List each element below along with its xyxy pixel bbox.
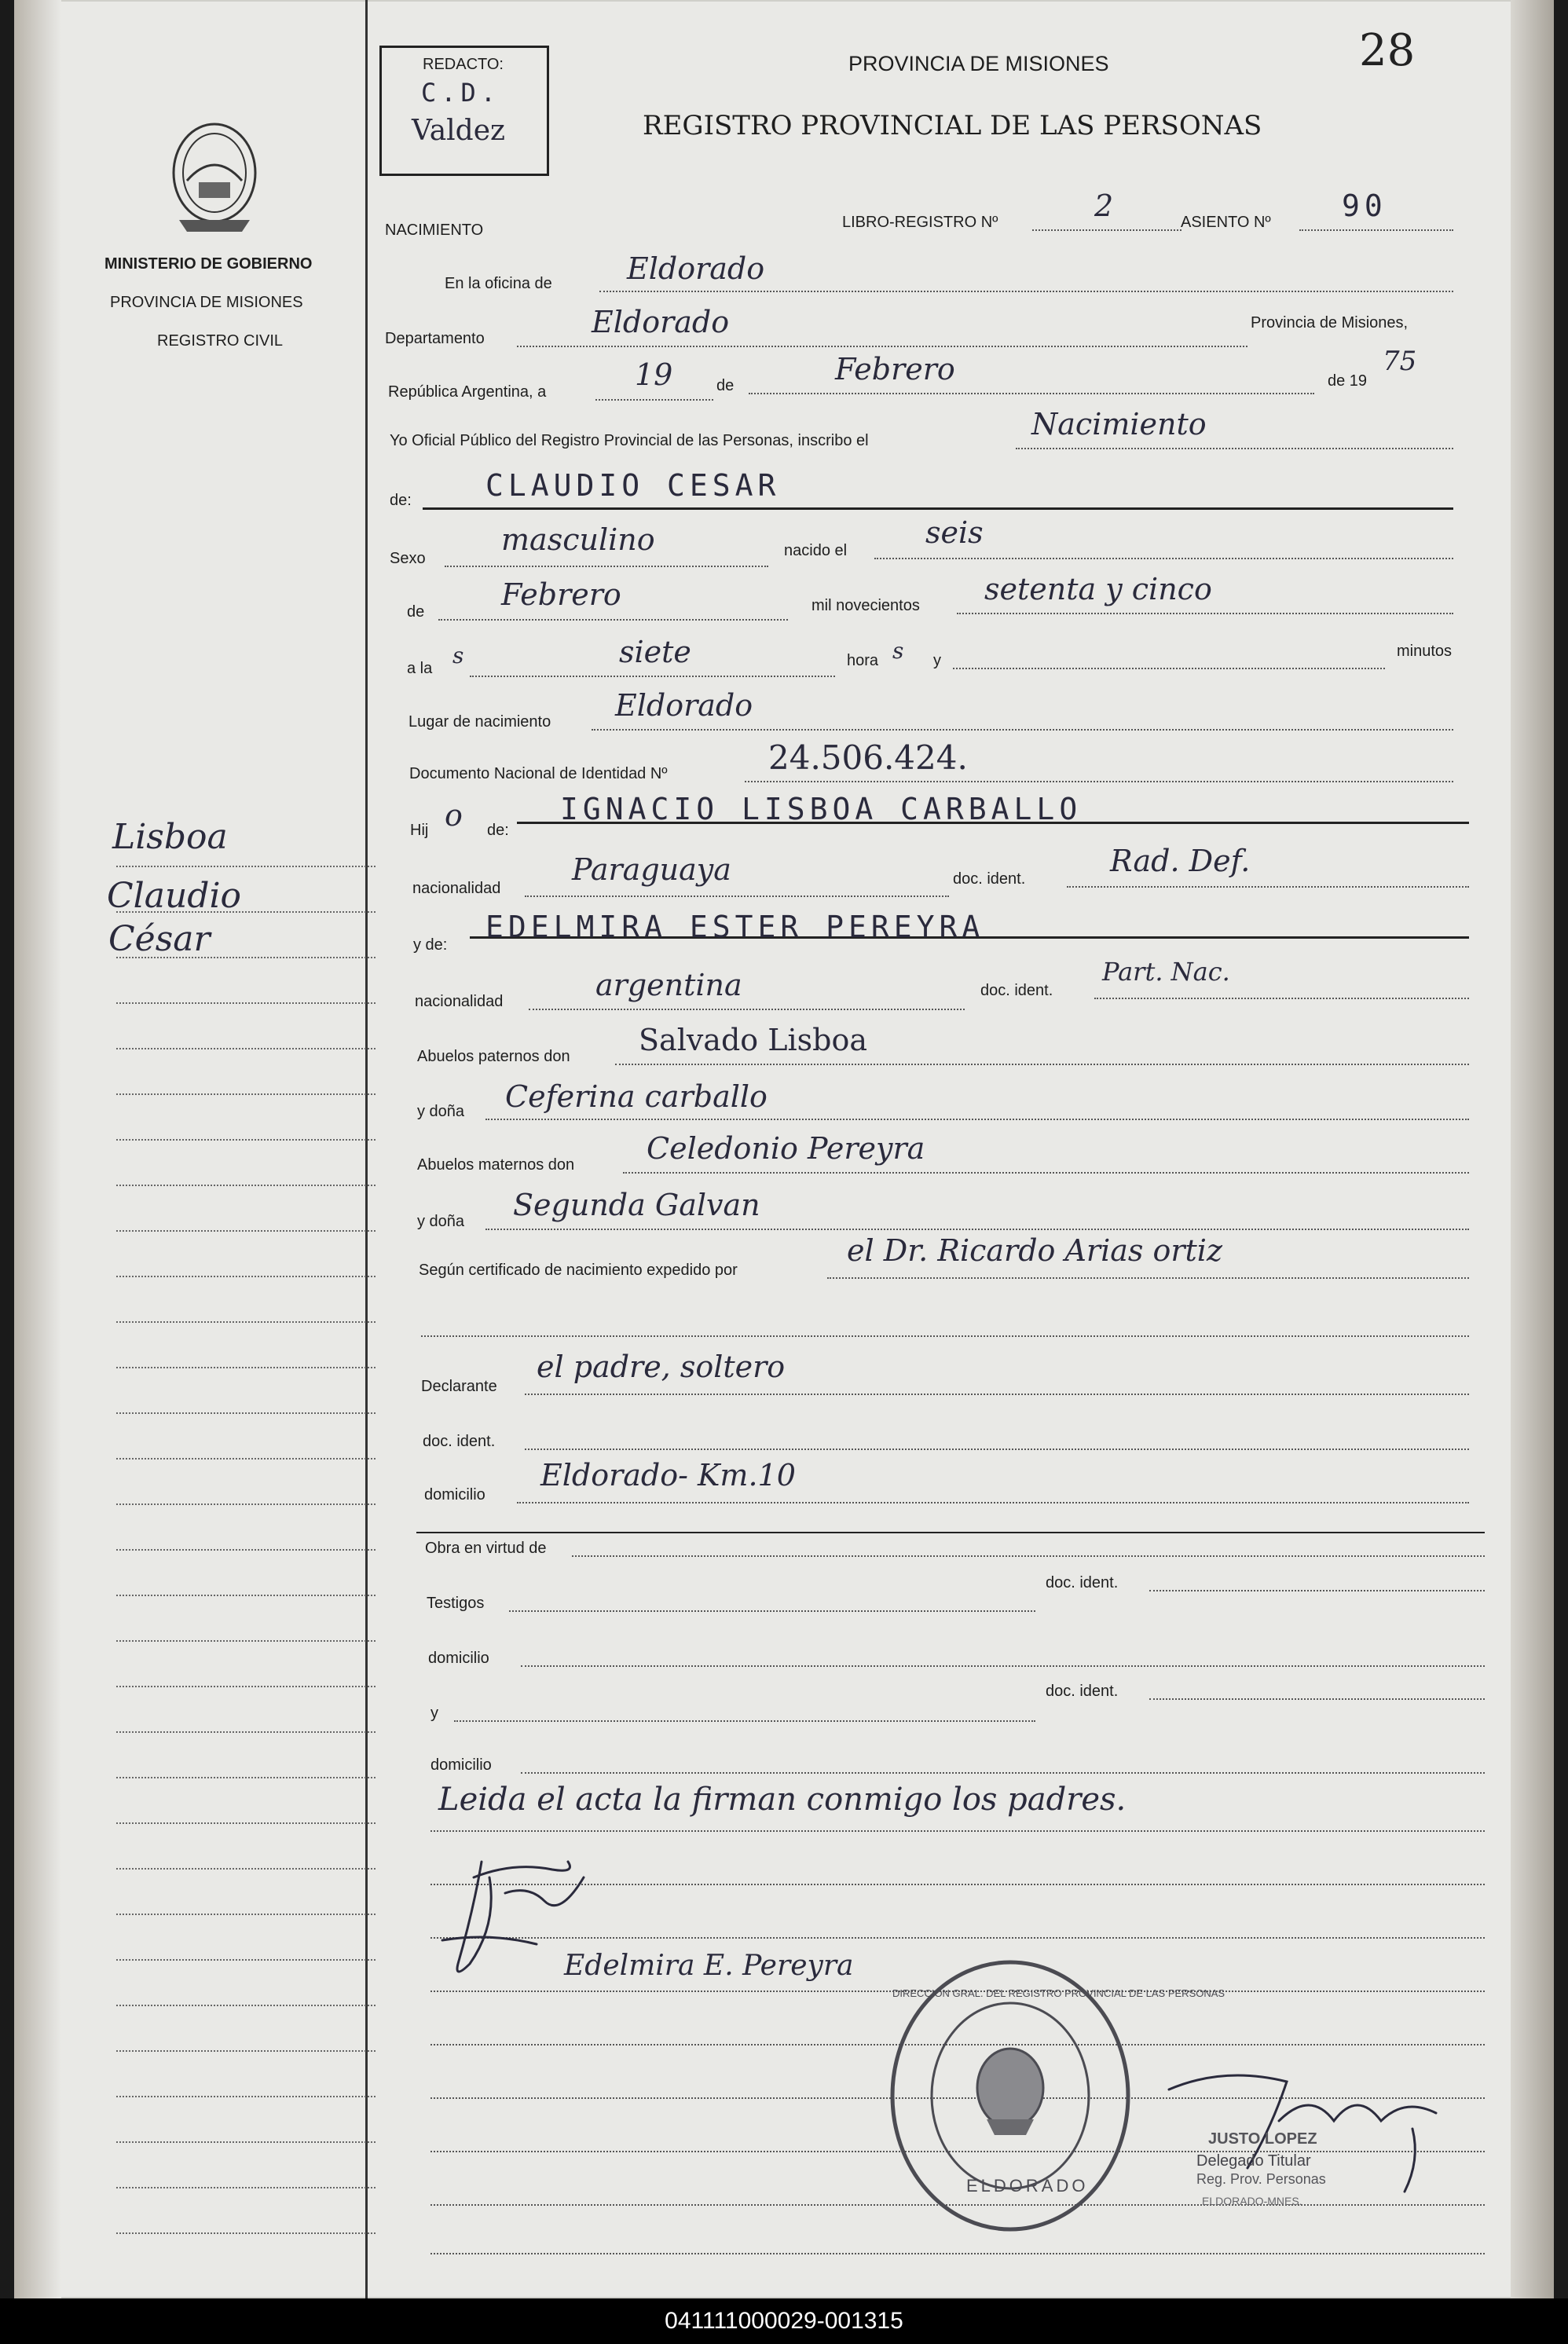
minutos-line [953,668,1385,669]
padre-nac-label: nacionalidad [412,880,501,897]
officer-title: Delegado Titular [1196,2152,1311,2170]
left-provincia-label: PROVINCIA DE MISIONES [110,294,303,311]
departamento-label: Departamento [385,330,485,347]
redacto-label: REDACTO: [423,56,504,73]
madre-doc-line [1094,998,1469,999]
de-label: de [716,377,735,394]
padre-doc-line [1067,886,1469,888]
hora-line [470,676,835,677]
footer-id: 041111000029-001315 [0,2298,1568,2344]
segun-label: Según certificado de nacimiento expedido por [419,1262,738,1279]
anio-label: de 19 [1328,372,1368,390]
lugar-label: Lugar de nacimiento [408,713,551,731]
body-line [430,2253,1485,2254]
redacto-initials: C.D. [421,78,501,108]
madre-doc-value: Part. Nac. [1102,957,1230,987]
closing-text: Leida el acta la firman conmigo los padres. [438,1782,1127,1818]
margin-line [116,1002,376,1004]
ab-pat-label: Abuelos paternos don [417,1048,570,1065]
oficial-line [1016,448,1453,449]
ab-mat-dona-line [485,1229,1469,1230]
oficial-value: Nacimiento [1031,407,1207,441]
margin-line [116,2096,376,2097]
padre-value: IGNACIO LISBOA CARBALLO [560,792,1083,826]
ab-mat-label: Abuelos maternos don [417,1156,575,1174]
mes-line [749,393,1314,394]
dia-line [595,399,713,401]
margin-line [116,1048,376,1049]
page-number: 28 [1359,25,1416,76]
asiento-value: 90 [1342,189,1387,223]
declarante-line [525,1394,1469,1395]
testigos-doc-line [1149,1590,1485,1591]
margin-line [116,1731,376,1733]
y2-doc-label: doc. ident. [1046,1683,1119,1700]
oficina-label: En la oficina de [445,275,552,292]
margin-line [116,1367,376,1368]
margin-line [116,957,376,958]
margin-line [116,1595,376,1596]
madre-nac-line [529,1009,965,1010]
domicilio-line [517,1502,1469,1503]
madre-nac-label: nacionalidad [415,993,504,1010]
seal-outer-text: DIRECCION GRAL. DEL REGISTRO PROVINCIAL DE LAS PERSONAS [892,1987,1225,1999]
header-provincia: PROVINCIA DE MISIONES [848,52,1109,75]
margin-line [116,1549,376,1551]
departamento-line [517,346,1247,347]
libro-value: 2 [1094,189,1114,223]
header-title: REGISTRO PROVINCIAL DE LAS PERSONAS [643,110,1262,141]
officer-org: Reg. Prov. Personas [1196,2171,1326,2187]
domicilio-value: Eldorado- Km.10 [540,1458,796,1492]
mes2-value: Febrero [501,577,621,612]
obra-label: Obra en virtud de [425,1540,547,1557]
ala-suffix: s [452,643,464,668]
margin-divider-line [365,0,368,2298]
de3-label: de [407,603,425,621]
anio-value: 75 [1383,346,1417,377]
ab-pat-dona-line [485,1119,1469,1120]
margin-line [116,1321,376,1323]
lugar-line [592,729,1453,731]
document-page [14,0,1554,2298]
de2-label: de: [390,492,412,509]
ab-mat-don: Celedonio Pereyra [647,1131,925,1166]
ab-pat-dona: Ceferina carballo [505,1079,768,1114]
nacido-value: seis [925,515,984,550]
province-emblem-icon [163,118,266,236]
y2-line [454,1720,1035,1722]
declarante-doc-label: doc. ident. [423,1433,496,1450]
margin-note-surname: Lisboa [112,817,228,857]
nacido-line [874,558,1453,559]
horas-suffix: s [892,638,904,664]
minutos-label: minutos [1397,643,1453,660]
oficial-label: Yo Oficial Público del Registro Provincial de las Personas, inscribo el [390,432,869,449]
testigos-line [509,1610,1035,1612]
ab-mat-ydona-label: y doña [417,1213,465,1230]
segun-value: el Dr. Ricardo Arias ortiz [847,1233,1222,1268]
margin-line [116,2232,376,2234]
right-page-edge [1511,0,1554,2298]
ab-mat-line [623,1172,1469,1174]
dni-line [745,781,1453,782]
officer-place: ELDORADO-MNES. [1202,2195,1302,2207]
mes2-line [438,619,788,621]
nacido-label: nacido el [784,542,848,559]
margin-line [116,1412,376,1414]
provincia-misiones-label: Provincia de Misiones, [1251,314,1409,331]
y-label: y [933,652,941,669]
margin-line [116,1230,376,1232]
ab-mat-dona: Segunda Galvan [513,1188,760,1222]
sexo-value: masculino [501,522,655,557]
margin-line [116,866,376,867]
padre-doc-label: doc. ident. [953,870,1026,888]
testigos-label: Testigos [427,1595,485,1612]
lugar-value: Eldorado [615,688,753,723]
mil-label: mil novecientos [811,597,920,614]
section-divider [416,1532,1485,1533]
padre-nac-line [525,895,949,897]
ab-pat-line [615,1064,1469,1065]
libro-label: LIBRO-REGISTRO Nº [842,214,998,231]
mes-value: Febrero [835,352,955,386]
closing-line [430,1830,1485,1832]
y2-domicilio-label: domicilio [430,1756,492,1774]
margin-line [116,1276,376,1277]
margin-line [116,2050,376,2052]
dni-label: Documento Nacional de Identidad Nº [409,765,668,782]
mil-value: setenta y cinco [984,572,1212,606]
hijo-de-label: de: [487,822,509,839]
margin-line [116,1185,376,1186]
ala-label: a la [407,660,433,677]
declarante-label: Declarante [421,1378,497,1395]
mother-signature: Edelmira E. Pereyra [564,1950,854,1982]
officer-name: JUSTO LOPEZ [1208,2130,1317,2148]
testigos-domicilio-label: domicilio [428,1650,489,1667]
margin-note-firstname: Claudio [107,876,242,916]
testigos-domicilio-line [521,1665,1485,1667]
sexo-line [445,566,768,567]
nombre-value: CLAUDIO CESAR [485,468,781,503]
ab-pat-don: Salvado Lisboa [639,1023,867,1057]
obra-line [572,1555,1485,1557]
padre-doc-value: Rad. Def. [1110,844,1251,878]
y2-domicilio-line [521,1772,1485,1774]
madre-nac-value: argentina [595,968,742,1002]
sexo-label: Sexo [390,550,426,567]
dia-value: 19 [635,357,673,392]
hora-value: siete [619,635,691,669]
redacto-name: Valdez [412,115,505,147]
nacimiento-label: NACIMIENTO [385,222,484,239]
declarante-doc-line [525,1449,1469,1450]
margin-line [116,1777,376,1778]
redacto-box [379,46,549,176]
margin-line [116,1640,376,1642]
ab-pat-ydona-label: y doña [417,1103,465,1120]
y2-label: y [430,1705,438,1722]
segun-line [827,1277,1469,1279]
registro-civil-label: REGISTRO CIVIL [157,332,284,350]
hijo-label: Hij [410,822,429,839]
mil-line [957,613,1453,614]
margin-line [116,1686,376,1687]
domicilio-label: domicilio [424,1486,485,1503]
margin-line [116,2005,376,2006]
margin-line [116,1959,376,1961]
horas-label: hora [847,652,879,669]
hijo-suffix: o [445,798,463,833]
libro-line [1032,229,1181,231]
declarante-value: el padre, soltero [537,1350,786,1384]
departamento-value: Eldorado [592,305,730,339]
ministerio-label: MINISTERIO DE GOBIERNO [104,255,313,273]
left-binding-edge [14,0,61,2298]
margin-line [116,2141,376,2143]
y2-doc-line [1149,1698,1485,1700]
nombre-line [423,507,1453,510]
yde-label: y de: [413,936,448,954]
oficina-line [599,291,1453,292]
margin-line [116,1914,376,1915]
republica-label: República Argentina, a [388,383,547,401]
oficina-value: Eldorado [627,251,765,286]
dni-value: 24.506.424. [768,738,968,777]
madre-doc-label: doc. ident. [980,982,1053,999]
margin-line [116,1868,376,1870]
margin-line [116,2187,376,2188]
margin-line [116,1093,376,1095]
margin-line [116,1822,376,1824]
padre-nac-value: Paraguaya [572,852,731,887]
margin-line [116,1458,376,1460]
asiento-line [1299,229,1453,231]
margin-line [116,1139,376,1141]
segun-line-2 [421,1335,1469,1337]
margin-note-secondname: César [108,919,211,959]
margin-line [116,911,376,913]
testigos-doc-label: doc. ident. [1046,1574,1119,1591]
seal-inner-text: ELDORADO [966,2176,1089,2196]
asiento-label: ASIENTO Nº [1181,214,1271,231]
madre-value: EDELMIRA ESTER PEREYRA [485,910,985,944]
margin-line [116,1503,376,1505]
